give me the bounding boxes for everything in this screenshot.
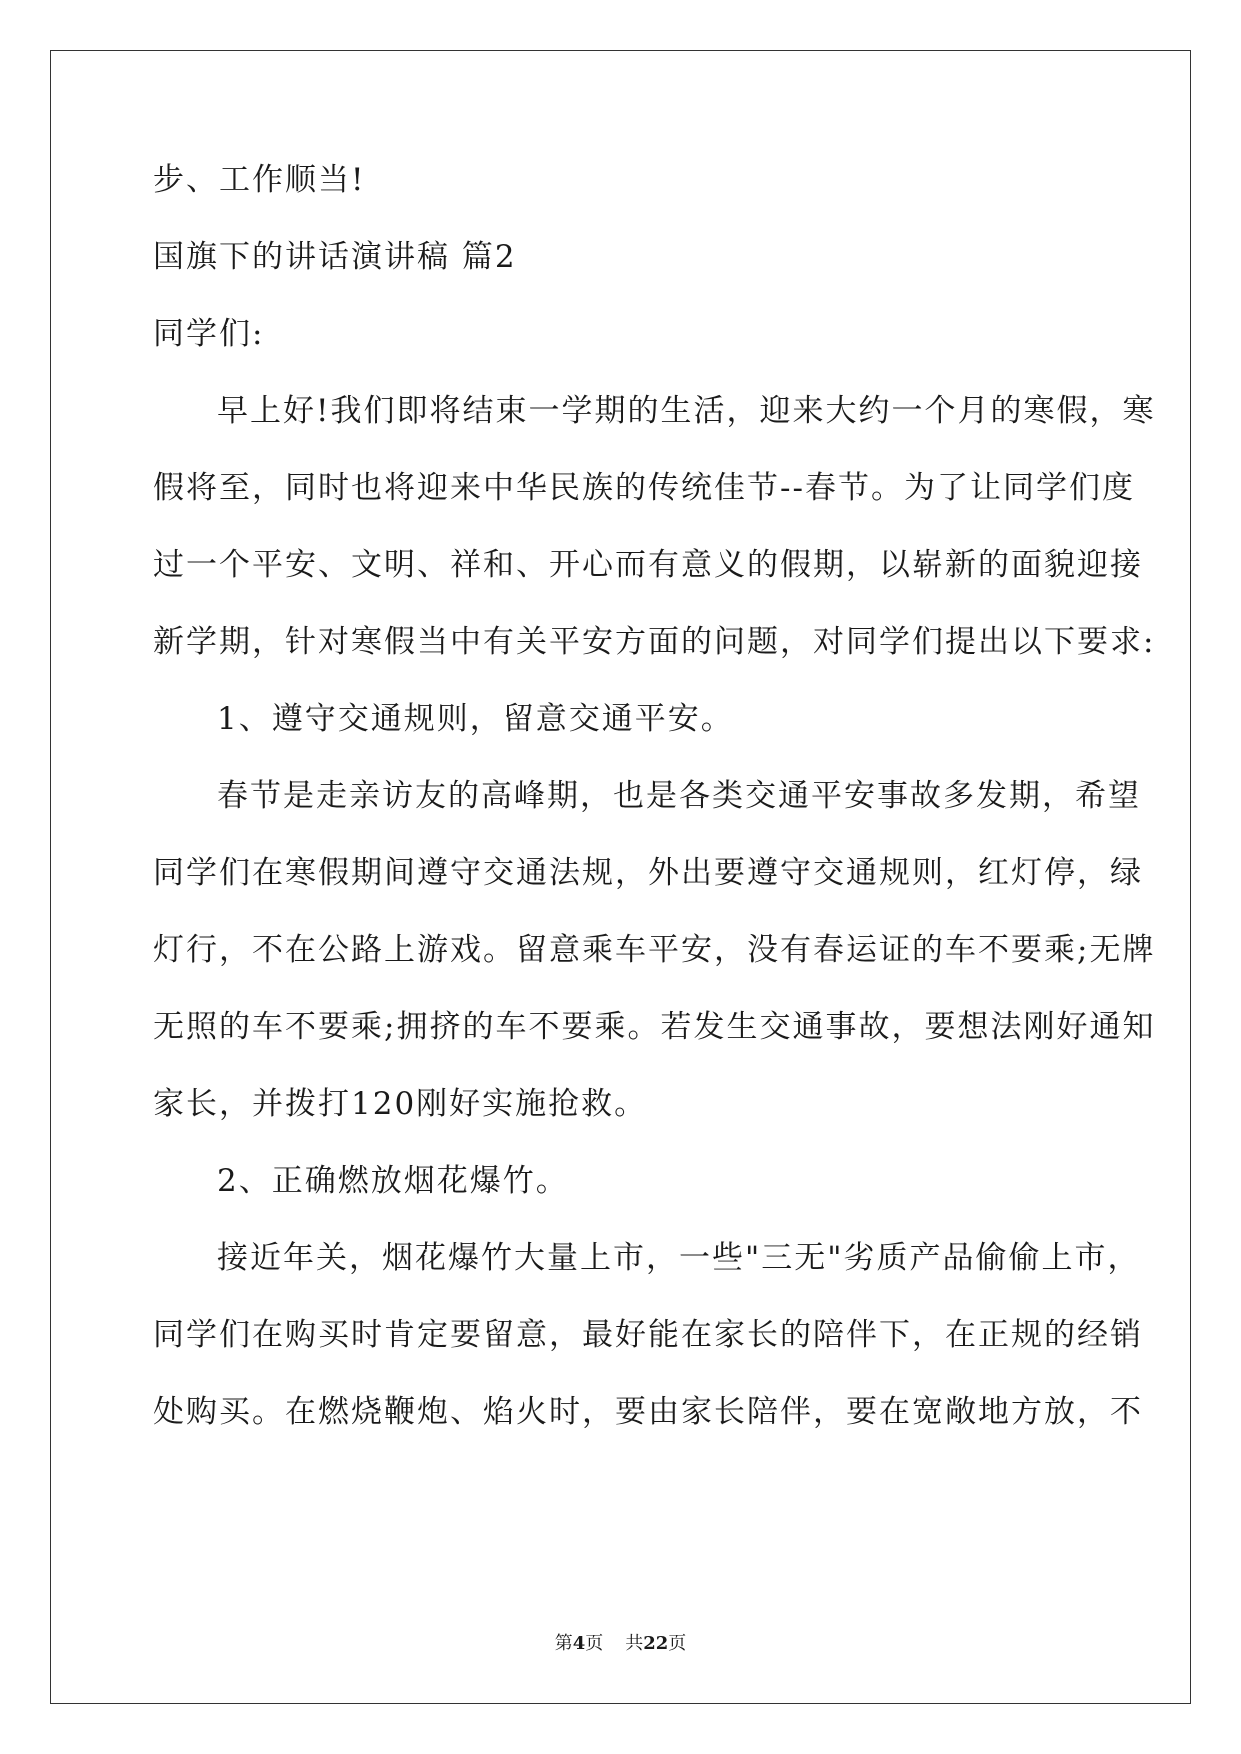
total-pages: 22 — [643, 1633, 669, 1654]
text-line: 步、工作顺当! — [153, 162, 366, 198]
paragraph-line: 同学们在寒假期间遵守交通法规，外出要遵守交通规则，红灯停，绿 — [153, 855, 1143, 891]
total-label-prefix: 共 — [625, 1633, 644, 1654]
paragraph-line: 同学们在购买时肯定要留意，最好能在家长的陪伴下，在正规的经销 — [153, 1317, 1143, 1353]
paragraph-line: 假将至，同时也将迎来中华民族的传统佳节--春节。为了让同学们度 — [153, 470, 1135, 506]
paragraph-line: 家长，并拨打120刚好实施抢救。 — [153, 1086, 648, 1122]
section-heading: 国旗下的讲话演讲稿 篇2 — [153, 239, 517, 275]
page-number: 4 — [572, 1633, 586, 1654]
paragraph-line: 接近年关，烟花爆竹大量上市，一些"三无"劣质产品偷偷上市， — [217, 1240, 1141, 1276]
page-label-prefix: 第 — [554, 1633, 573, 1654]
paragraph-line: 灯行，不在公路上游戏。留意乘车平安，没有春运证的车不要乘;无牌 — [153, 932, 1156, 968]
paragraph-line: 过一个平安、文明、祥和、开心而有意义的假期，以崭新的面貌迎接 — [153, 547, 1143, 583]
total-label-suffix: 页 — [668, 1633, 687, 1654]
paragraph-line: 早上好!我们即将结束一学期的生活，迎来大约一个月的寒假，寒 — [217, 393, 1156, 429]
list-heading: 2、正确燃放烟花爆竹。 — [217, 1163, 569, 1199]
paragraph-line: 春节是走亲访友的高峰期，也是各类交通平安事故多发期，希望 — [217, 778, 1141, 814]
salutation: 同学们: — [153, 316, 265, 352]
paragraph-line: 处购买。在燃烧鞭炮、焰火时，要由家长陪伴，要在宽敞地方放，不 — [153, 1394, 1143, 1430]
page-label-suffix: 页 — [585, 1633, 604, 1654]
list-heading: 1、遵守交通规则，留意交通平安。 — [217, 701, 734, 737]
paragraph-line: 无照的车不要乘;拥挤的车不要乘。若发生交通事故，要想法刚好通知 — [153, 1009, 1156, 1045]
paragraph-line: 新学期，针对寒假当中有关平安方面的问题，对同学们提出以下要求: — [153, 624, 1156, 660]
page-footer — [0, 1629, 1241, 1655]
